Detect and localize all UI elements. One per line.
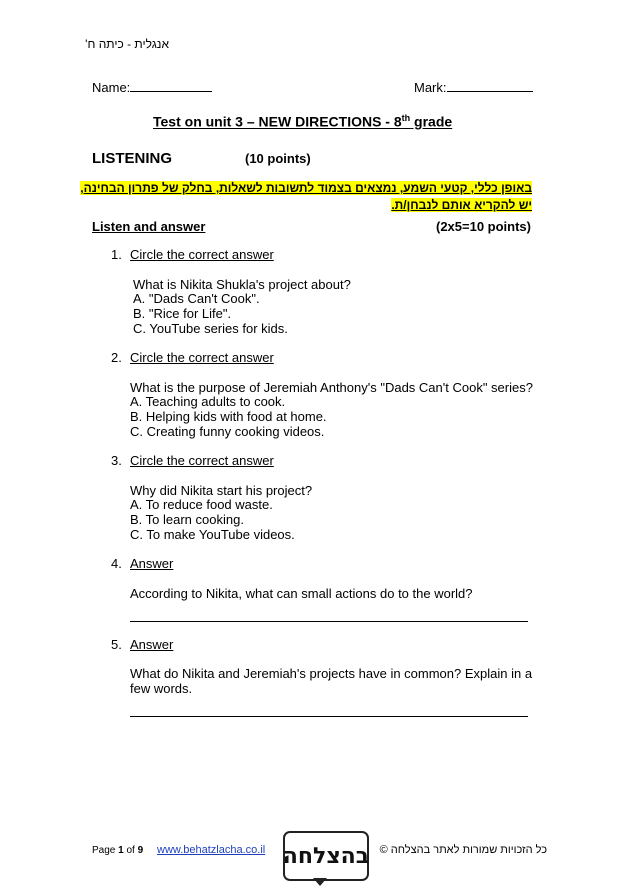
mark-blank[interactable] (447, 79, 533, 92)
question-text: Why did Nikita start his project? (130, 483, 313, 498)
mark-field[interactable] (414, 79, 533, 95)
page-word: Page (92, 845, 116, 856)
question-number: 2. (111, 350, 122, 365)
question-heading: Circle the correct answer (130, 453, 274, 468)
title-main: Test on unit 3 – NEW DIRECTIONS - 8 (153, 113, 402, 130)
option-c[interactable]: C. To make YouTube videos. (130, 527, 295, 542)
option-b[interactable]: B. Helping kids with food at home. (130, 409, 327, 424)
answer-line[interactable] (130, 716, 528, 717)
site-link[interactable]: www.behatzlacha.co.il (157, 844, 266, 856)
option-b[interactable]: B. To learn cooking. (130, 512, 244, 527)
test-title (153, 113, 452, 130)
logo-speech-tail (313, 878, 327, 886)
question-heading: Answer (130, 556, 174, 571)
page-indicator (92, 845, 143, 856)
subsection-title: Listen and answer (92, 219, 206, 234)
option-c[interactable]: C. YouTube series for kids. (133, 321, 288, 336)
question-text: What is Nikita Shukla's project about? (133, 277, 351, 292)
name-blank[interactable] (130, 79, 212, 92)
question-heading: Circle the correct answer (130, 247, 274, 262)
question-number: 3. (111, 453, 122, 468)
section-name: LISTENING (92, 150, 173, 167)
name-label: Name: (92, 80, 131, 95)
instruction-line-2: יש להקריא אותם לנבחן/ת. (391, 198, 532, 212)
option-b[interactable]: B. "Rice for Life". (133, 306, 232, 321)
question-number: 1. (111, 247, 122, 262)
subject-class-header: אנגלית - כיתה ח' (85, 37, 169, 51)
question-heading: Circle the correct answer (130, 350, 274, 365)
of-word: of (126, 845, 135, 856)
instruction-block (80, 180, 532, 214)
subsection-points: (2x5=10 points) (435, 219, 531, 234)
option-a[interactable]: A. To reduce food waste. (130, 497, 273, 512)
question-text: According to Nikita, what can small actions do to the world? (130, 586, 473, 601)
question-heading: Answer (130, 637, 174, 652)
question-number: 4. (111, 556, 122, 571)
page-total: 9 (137, 845, 144, 856)
section-points: (10 points) (245, 151, 311, 166)
title-sup: th (401, 113, 411, 123)
behatzlacha-logo (283, 831, 369, 881)
option-a[interactable]: A. Teaching adults to cook. (130, 394, 286, 409)
question-number: 5. (111, 637, 122, 652)
mark-label: Mark: (414, 80, 447, 95)
question-text: What do Nikita and Jeremiah's projects have in common? Explain in a few words. (130, 666, 533, 696)
option-a[interactable]: A. "Dads Can't Cook". (133, 291, 260, 306)
question-text: What is the purpose of Jeremiah Anthony's "Dads Can't Cook" series? (130, 380, 533, 395)
instruction-line-1: באופן כללי, קטעי השמע, נמצאים בצמוד לתשובות לשאלות, בחלק של פתרון הבחינה, (80, 181, 532, 195)
title-tail: grade (410, 113, 453, 130)
name-field[interactable] (92, 79, 212, 95)
option-c[interactable]: C. Creating funny cooking videos. (130, 424, 325, 439)
copyright-notice: כל הזכויות שמורות לאתר בהצלחה © (379, 844, 547, 856)
answer-line[interactable] (130, 621, 528, 622)
logo-text: בהצלחה (282, 843, 370, 869)
page-number: 1 (118, 845, 124, 856)
